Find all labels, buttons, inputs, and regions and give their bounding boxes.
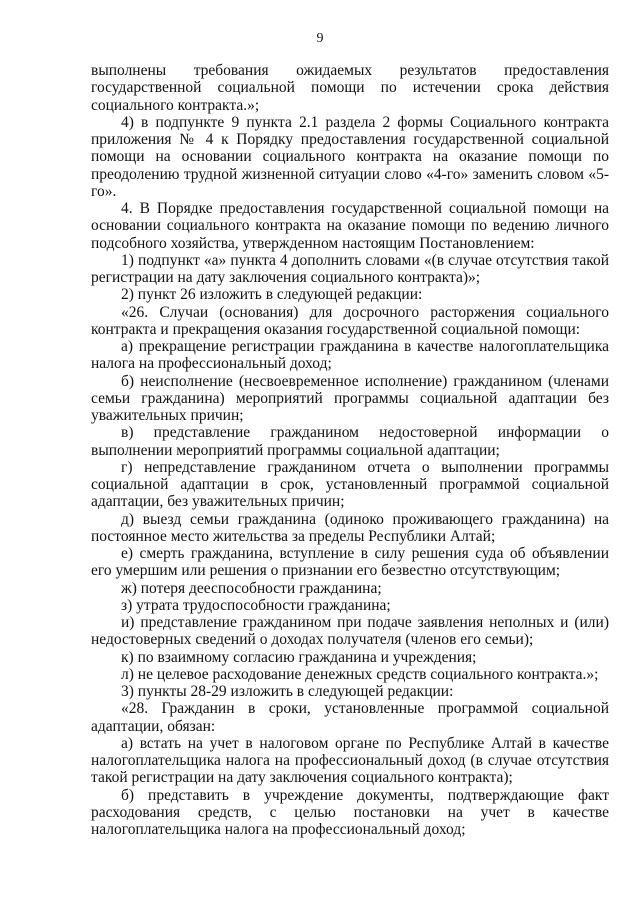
paragraph-clause-26-k: к) по взаимному согласию гражданина и учреждения; (121, 648, 477, 666)
paragraph-clause-28-b: б) представить в учреждение документы, подтверждающие факт расходования средств, с целью постановки на учет в качестве налогоплательщика налога на профессиональный доход; (91, 786, 609, 838)
paragraph-amendment-2: 2) пункт 26 изложить в следующей редакции: (121, 286, 423, 304)
paragraph-amendment-1: 1) подпункт «а» пункта 4 дополнить словами «(в случае отсутствия такой регистрации на дату заключения социального контракта)»; (91, 251, 609, 286)
paragraph-clause-26: «26. Случаи (основания) для досрочного расторжения социального контракта и прекращения оказания государственной социальной помощи: (91, 303, 609, 338)
paragraph-clause-26-z: з) утрата трудоспособности гражданина; (121, 596, 391, 614)
page-number: 9 (316, 31, 324, 46)
paragraph-item-4-subpoint: 4) в подпункте 9 пункта 2.1 раздела 2 формы Социального контракта приложения № 4 к Порядку предоставления государственной социальной помощи на основании социального контракта на оказание помощи по преодолению трудной жизненной ситуации слово «4-го» заменить словом «5-го». (91, 113, 609, 200)
paragraph-clause-26-l: л) не целевое расходование денежных средств социального контракта.»; (121, 665, 599, 683)
paragraph-clause-26-a: а) прекращение регистрации гражданина в качестве налогоплательщика налога на профессиональный доход; (91, 338, 609, 373)
paragraph-clause-26-d: д) выезд семьи гражданина (одиноко проживающего гражданина) на постоянное место жительства за пределы Республики Алтай; (91, 510, 609, 545)
paragraph-clause-26-v: в) представление гражданином недостоверной информации о выполнении мероприятий программы социальной адаптации; (91, 424, 609, 459)
paragraph-section-4: 4. В Порядке предоставления государственной социальной помощи на основании социального контракта на оказание помощи по ведению личного подсобного хозяйства, утвержденном настоящим Постановлением: (91, 200, 609, 252)
paragraph-amendment-3: 3) пункты 28-29 изложить в следующей редакции: (121, 683, 454, 700)
document-body (91, 62, 609, 838)
paragraph-clause-28-a: а) встать на учет в налоговом органе по Республике Алтай в качестве налогоплательщика налога на профессиональный доход (в случае отсутствия такой регистрации на дату заключения социального контракта); (91, 734, 609, 787)
paragraph-clause-26-g: г) непредставление гражданином отчета о выполнении программы социальной адаптации в срок, установленный программой социальной адаптации, без уважительных причин; (91, 458, 609, 511)
paragraph-clause-28: «28. Гражданин в сроки, установленные программой социальной адаптации, обязан: (91, 700, 609, 735)
paragraph-clause-26-b: б) неисполнение (несвоевременное исполнение) гражданином (членами семьи гражданина) мероприятий программы социальной адаптации без уважительных причин; (91, 372, 609, 424)
paragraph-clause-26-zh: ж) потеря дееспособности гражданина; (121, 579, 382, 597)
paragraph-continuation: выполнены требования ожидаемых результатов предоставления государственной социальной помощи по истечении срока действия социального контракта.»; (91, 62, 609, 114)
paragraph-clause-26-i: и) представление гражданином при подаче заявления неполных и (или) недостоверных сведений о доходах получателя (членов его семьи); (91, 614, 609, 649)
paragraph-clause-26-e: е) смерть гражданина, вступление в силу решения суда об объявлении его умершим или решения о признании его безвестно отсутствующим; (91, 545, 609, 580)
